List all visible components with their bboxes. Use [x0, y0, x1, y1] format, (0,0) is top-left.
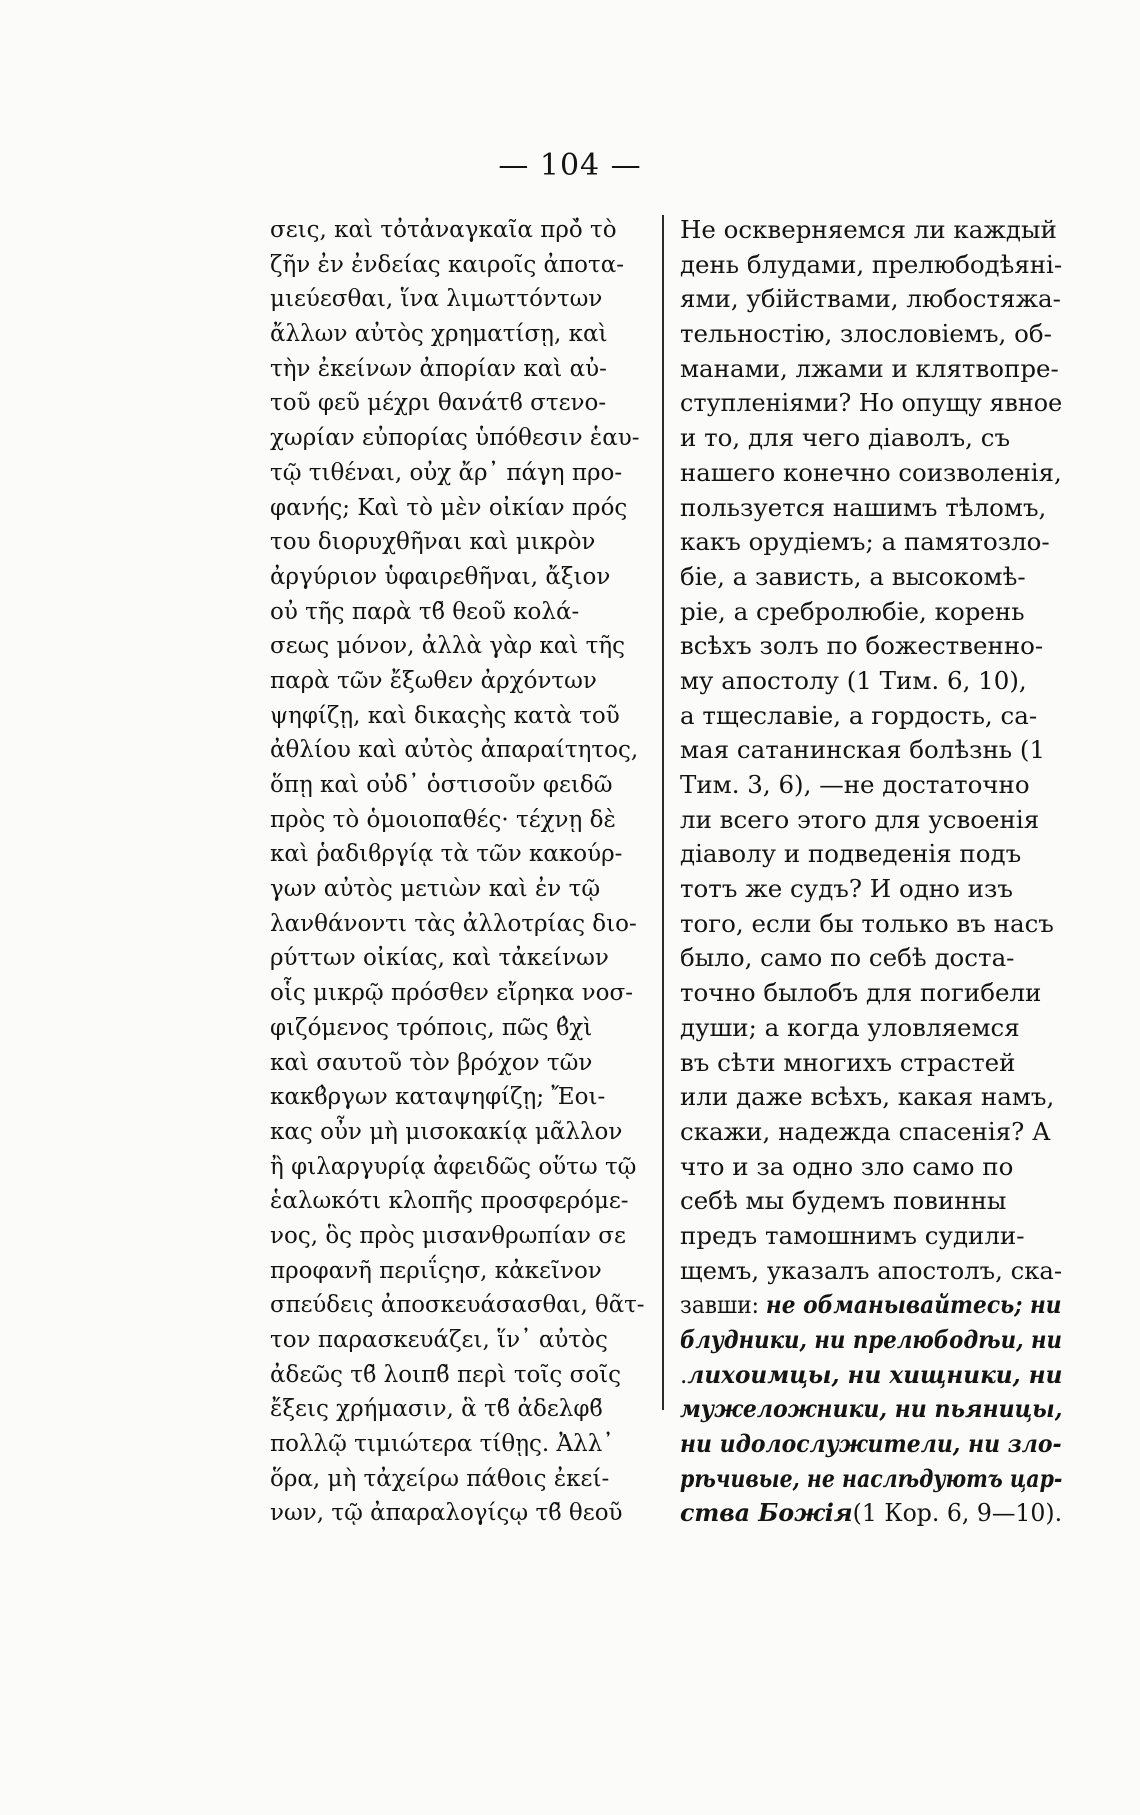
russian-text-segment: какъ орудіемъ; а памятозло- [680, 527, 1050, 557]
greek-text-line: τον παρασκευάζει, ἵν᾽ αὐτὸς [270, 1327, 608, 1353]
greek-text-line: πολλῷ τιμιώτερα τίθῃς. Ἀλλ᾽ [270, 1431, 614, 1458]
russian-text-line [680, 664, 1062, 699]
russian-text-line [680, 1150, 1062, 1185]
greek-text-line: σεως μόνον, ἀλλὰ γὰρ καὶ τῆς [270, 633, 626, 660]
greek-text-line: χωρίαν εὐπορίας ὑπόθεσιν ἑαυ- [270, 425, 640, 452]
greek-text-line: κακϐ̓ργων καταψηφίζῃ; Ἔοι- [270, 1084, 606, 1111]
russian-text-segment: или даже всѣхъ, какая намъ, [680, 1082, 1055, 1112]
russian-text-segment: и то, для чего діаволъ, съ [680, 423, 1011, 453]
greek-text-line: οἷς μικρῷ πρόσθεν εἴρηκα νοσ- [270, 980, 633, 1007]
greek-text-line: νων, τῷ ἀπαραλογίςῳ τϐ̃ θεοῦ [270, 1500, 623, 1527]
russian-text-segment: Не оскверняемся ли каждый [680, 215, 1057, 244]
greek-text-line: ἀργύριον ὑφαιρεθῆναι, ἄξιον [270, 563, 611, 590]
page-number: — 104 — [498, 148, 642, 183]
russian-text-line [680, 768, 1062, 803]
russian-text-line [680, 872, 1062, 907]
russian-text-line [680, 352, 1062, 387]
russian-text-line [680, 733, 1062, 768]
column-divider [662, 215, 664, 1410]
russian-text-line [680, 837, 1062, 872]
russian-italic-quote: блудники, ни прелюбодѣи, ни [680, 1325, 1062, 1354]
greek-text-line: τοῦ φεῦ μέχρι θανάτϐ στενο- [270, 390, 607, 417]
russian-text-segment: а тщеславіе, а гордость, са- [680, 700, 1038, 730]
russian-text-line [680, 629, 1062, 664]
greek-text-line: ἄλλων αὐτὸς χρηματίσῃ, καὶ [270, 321, 608, 348]
greek-text-line: του διορυχθῆναι καὶ μικρὸν [270, 529, 596, 556]
greek-text-line: ψηφίζῃ, καὶ δικαςὴς κατὰ τοῦ [270, 702, 620, 729]
russian-text-line [680, 1046, 1062, 1081]
russian-text-segment: души; а когда уловляемся [680, 1012, 1020, 1042]
russian-text-segment: скажи, надежда спасенія? А [680, 1116, 1051, 1146]
greek-text-line: καὶ σαυτοῦ τὸν βρόχον τῶν [270, 1049, 593, 1076]
russian-text-segment: . [680, 1359, 688, 1389]
russian-text-line [680, 699, 1062, 734]
russian-text-line [680, 1462, 1063, 1497]
russian-text-line [680, 1427, 1062, 1462]
russian-text-segment: мая сатанинская болѣзнь (1 [680, 735, 1046, 765]
greek-text-line: ἔξεις χρήμασιν, ἃ τϐ̃ ἀδελφϐ̃ [270, 1396, 603, 1423]
russian-text-line [680, 1392, 1063, 1427]
russian-text-segment: предъ тамошнимъ судили- [680, 1220, 1025, 1250]
russian-text-segment: день блудами, прелюбодѣяні- [680, 249, 1063, 279]
russian-text-segment: было, само по себѣ доста- [680, 943, 1015, 973]
russian-text-line [680, 1323, 1062, 1358]
greek-text-line: ὅπῃ καὶ οὐδ᾽ ὁστισοῦν φειδῶ [270, 772, 613, 798]
greek-text-line: φανής; Καὶ τὸ μὲν οἰκίαν πρός [270, 494, 628, 521]
russian-text-line [680, 560, 1062, 595]
russian-italic-quote: не обманывайтесь; ни [765, 1290, 1062, 1320]
russian-text-line [680, 1011, 1062, 1046]
russian-text-segment: что и за одно зло само по [680, 1151, 1014, 1181]
russian-text-segment: Тим. 3, 6), —не достаточно [680, 770, 1030, 799]
russian-text-line [680, 386, 1063, 421]
greek-text-line: ζῆν ἐν ἐνδείας καιροῖς ἀποτα- [270, 251, 625, 278]
russian-text-line [680, 1254, 1063, 1289]
greek-text-line: φιζόμενος τρόποις, πῶς ϐ̓χὶ [270, 1014, 593, 1041]
russian-italic-quote: ни идолослужители, ни зло- [680, 1429, 1062, 1459]
russian-text-segment: діаволу и подведенія подъ [680, 839, 1022, 869]
russian-citation: (1 Кор. 6, 9—10). [852, 1498, 1063, 1528]
russian-text-segment: пользуется нашимъ тѣломъ, [680, 492, 1047, 522]
russian-italic-quote: лихоимцы, ни хищники, ни [687, 1359, 1063, 1389]
russian-text-line [680, 941, 1062, 976]
greek-text-line: τὴν ἐκείνων ἀπορίαν καὶ αὐ- [270, 355, 607, 382]
greek-text-line: παρὰ τῶν ἔξωθεν ἀρχόντων [270, 667, 597, 694]
greek-text-line: ἀδεῶς τϐ̃ λοιπϐ̃ περὶ τοῖς σοῖς [270, 1361, 622, 1388]
russian-text-segment: тельностію, злословіемъ, об- [680, 319, 1052, 349]
russian-text-line [680, 456, 1060, 491]
russian-text-segment: щемъ, указалъ апостолъ, ска- [680, 1255, 1063, 1285]
russian-italic-quote: рѣчивые, не наслѣдуютъ цар- [680, 1463, 1063, 1493]
greek-text-line: οὐ τῆς παρὰ τϐ̃ θεοῦ κολά- [270, 598, 580, 625]
greek-text-line: γων αὐτὸς μετιὼν καὶ ἐν τῷ [270, 876, 601, 903]
russian-text-segment: му апостолу (1 Тим. 6, 10), [680, 665, 1027, 695]
greek-text-line: κας οὖν μὴ μισοκακίᾳ μᾶλλον [270, 1118, 623, 1145]
russian-text-segment: всѣхъ золъ по божественно- [680, 631, 1044, 661]
russian-text-line [680, 1115, 1062, 1150]
russian-text-segment: тотъ же судъ? И одно изъ [680, 874, 1013, 904]
greek-text-line: ἢ φιλαργυρίᾳ ἀφειδῶς οὕτω τῷ [270, 1153, 637, 1180]
greek-text-line: νος, ὃς πρὸς μισανθρωπίαν σε [270, 1222, 626, 1249]
russian-text-segment: себѣ мы будемъ повинны [680, 1186, 1007, 1216]
greek-text-line: ἑαλωκότι κλοπῆς προσφερόμε- [270, 1188, 629, 1215]
greek-text-line: τῷ τιθέναι, οὐχ ἄρ᾽ πάγη προ- [270, 459, 623, 486]
russian-text-line [680, 213, 1062, 248]
russian-text-line [680, 907, 1062, 942]
russian-text-segment: въ сѣти многихъ страстей [680, 1047, 1016, 1077]
russian-text-line [680, 317, 1062, 352]
russian-italic-quote: мужеложники, ни пьяницы, [680, 1394, 1063, 1424]
russian-text-line [680, 1496, 1063, 1531]
russian-text-line [680, 803, 1062, 838]
russian-text-segment: того, если бы только въ насъ [680, 908, 1054, 938]
russian-text-line [680, 421, 1062, 456]
russian-text-line [680, 1219, 1062, 1254]
russian-text-line [680, 282, 1062, 317]
russian-text-segment: манами, лжами и клятвопре- [680, 353, 1059, 383]
russian-text-line [680, 1358, 1063, 1393]
greek-text-line: ἀθλίου καὶ αὐτὸς ἀπαραίτητος, [270, 737, 639, 764]
greek-text-line: σπεύδεις ἀποσκευάσασθαι, θᾶτ- [270, 1292, 645, 1319]
greek-text-line: προφανῆ περιΐςησ, κἀκεῖνον [270, 1257, 602, 1284]
russian-text-segment: завши: [680, 1290, 766, 1320]
russian-text-line [680, 491, 1062, 526]
russian-text-line [680, 248, 1061, 283]
greek-text-line: λανθάνοντι τὰς ἀλλοτρίας διο- [270, 910, 637, 937]
russian-text-line [680, 1080, 1062, 1115]
russian-italic-quote: ства Божія [680, 1498, 853, 1528]
greek-text-line: σεις, καὶ τὀτἀναγκαῖα πρὸ̓ τὸ [270, 217, 617, 243]
russian-text-line [680, 1184, 1062, 1219]
russian-text-line [680, 976, 1062, 1011]
russian-text-column [680, 213, 1062, 1531]
greek-text-line: καὶ ῥαδιϐργίᾳ τὰ τῶν κακούρ- [270, 841, 623, 868]
russian-text-segment: ями, убійствами, любостяжа- [680, 284, 1061, 314]
russian-text-segment: ріе, а сребролюбіе, корень [680, 596, 1025, 626]
greek-text-line: μιεύεσθαι, ἵνα λιμωττόντων [270, 286, 603, 313]
russian-text-segment: біе, а зависть, а высокомѣ- [680, 561, 1026, 591]
greek-text-line: ρύττων οἰκίας, καὶ τἀκείνων [270, 945, 609, 972]
greek-text-line: ὅρα, μὴ τἀχείρω πάθοις ἐκεί- [270, 1465, 610, 1492]
russian-text-segment: ли всего этого для усвоенія [680, 804, 1040, 834]
russian-text-line [680, 525, 1062, 560]
greek-text-line: πρὸς τὸ ὁμοιοπαθές· τέχνῃ δὲ [270, 806, 616, 833]
russian-text-segment: нашего конечно соизволенія, [680, 457, 1062, 487]
russian-text-segment: точно былобъ для погибели [680, 978, 1042, 1008]
russian-text-line [680, 1288, 1062, 1323]
russian-text-line [680, 595, 1062, 630]
greek-text-column [270, 213, 645, 1531]
russian-text-segment: ступленіями? Но опущу явное [680, 388, 1063, 418]
